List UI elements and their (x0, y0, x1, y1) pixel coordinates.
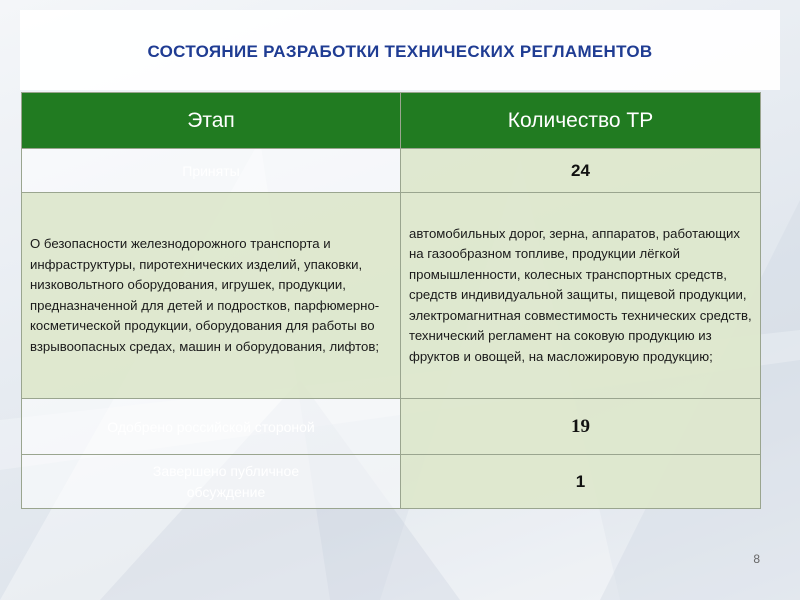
header-count: Количество ТР (401, 93, 761, 149)
stage-count: 1 (401, 455, 761, 509)
status-table (21, 92, 761, 509)
table-row (22, 399, 761, 455)
stage-label: Завершено публичное обсуждение (22, 455, 401, 509)
stage-count: 24 (401, 149, 761, 193)
table-header-row (22, 93, 761, 149)
slide-title: СОСТОЯНИЕ РАЗРАБОТКИ ТЕХНИЧЕСКИХ РЕГЛАМЕНТОВ (147, 42, 653, 61)
stage-label: Одобрено российской стороной (22, 399, 401, 455)
stage-count: 19 (401, 399, 761, 455)
adopted-list-left: О безопасности железнодорожного транспорта и инфраструктуры, пиротехнических изделий, упаковки, низковольтного оборудования, игрушек, продукции, предназначенной для детей и подростков, парфюмерно-косметической продукции, оборудования для работы во взрывоопасных средах, машин и оборудования, лифтов; (22, 193, 401, 399)
page-number: 8 (753, 552, 760, 566)
adopted-list-right: автомобильных дорог, зерна, аппаратов, работающих на газообразном топливе, продукции лёгкой промышленности, колесных транспортных средств, средств индивидуальной защиты, пищевой продукции, электромагнитная совместимость технических средств, технический регламент на соковую продукцию из фруктов и овощей, на масложировую продукцию; (401, 193, 761, 399)
table-row (22, 149, 761, 193)
stage-label: Приняты (22, 149, 401, 193)
table-row (22, 193, 761, 399)
header-stage: Этап (22, 93, 401, 149)
table-row (22, 455, 761, 509)
